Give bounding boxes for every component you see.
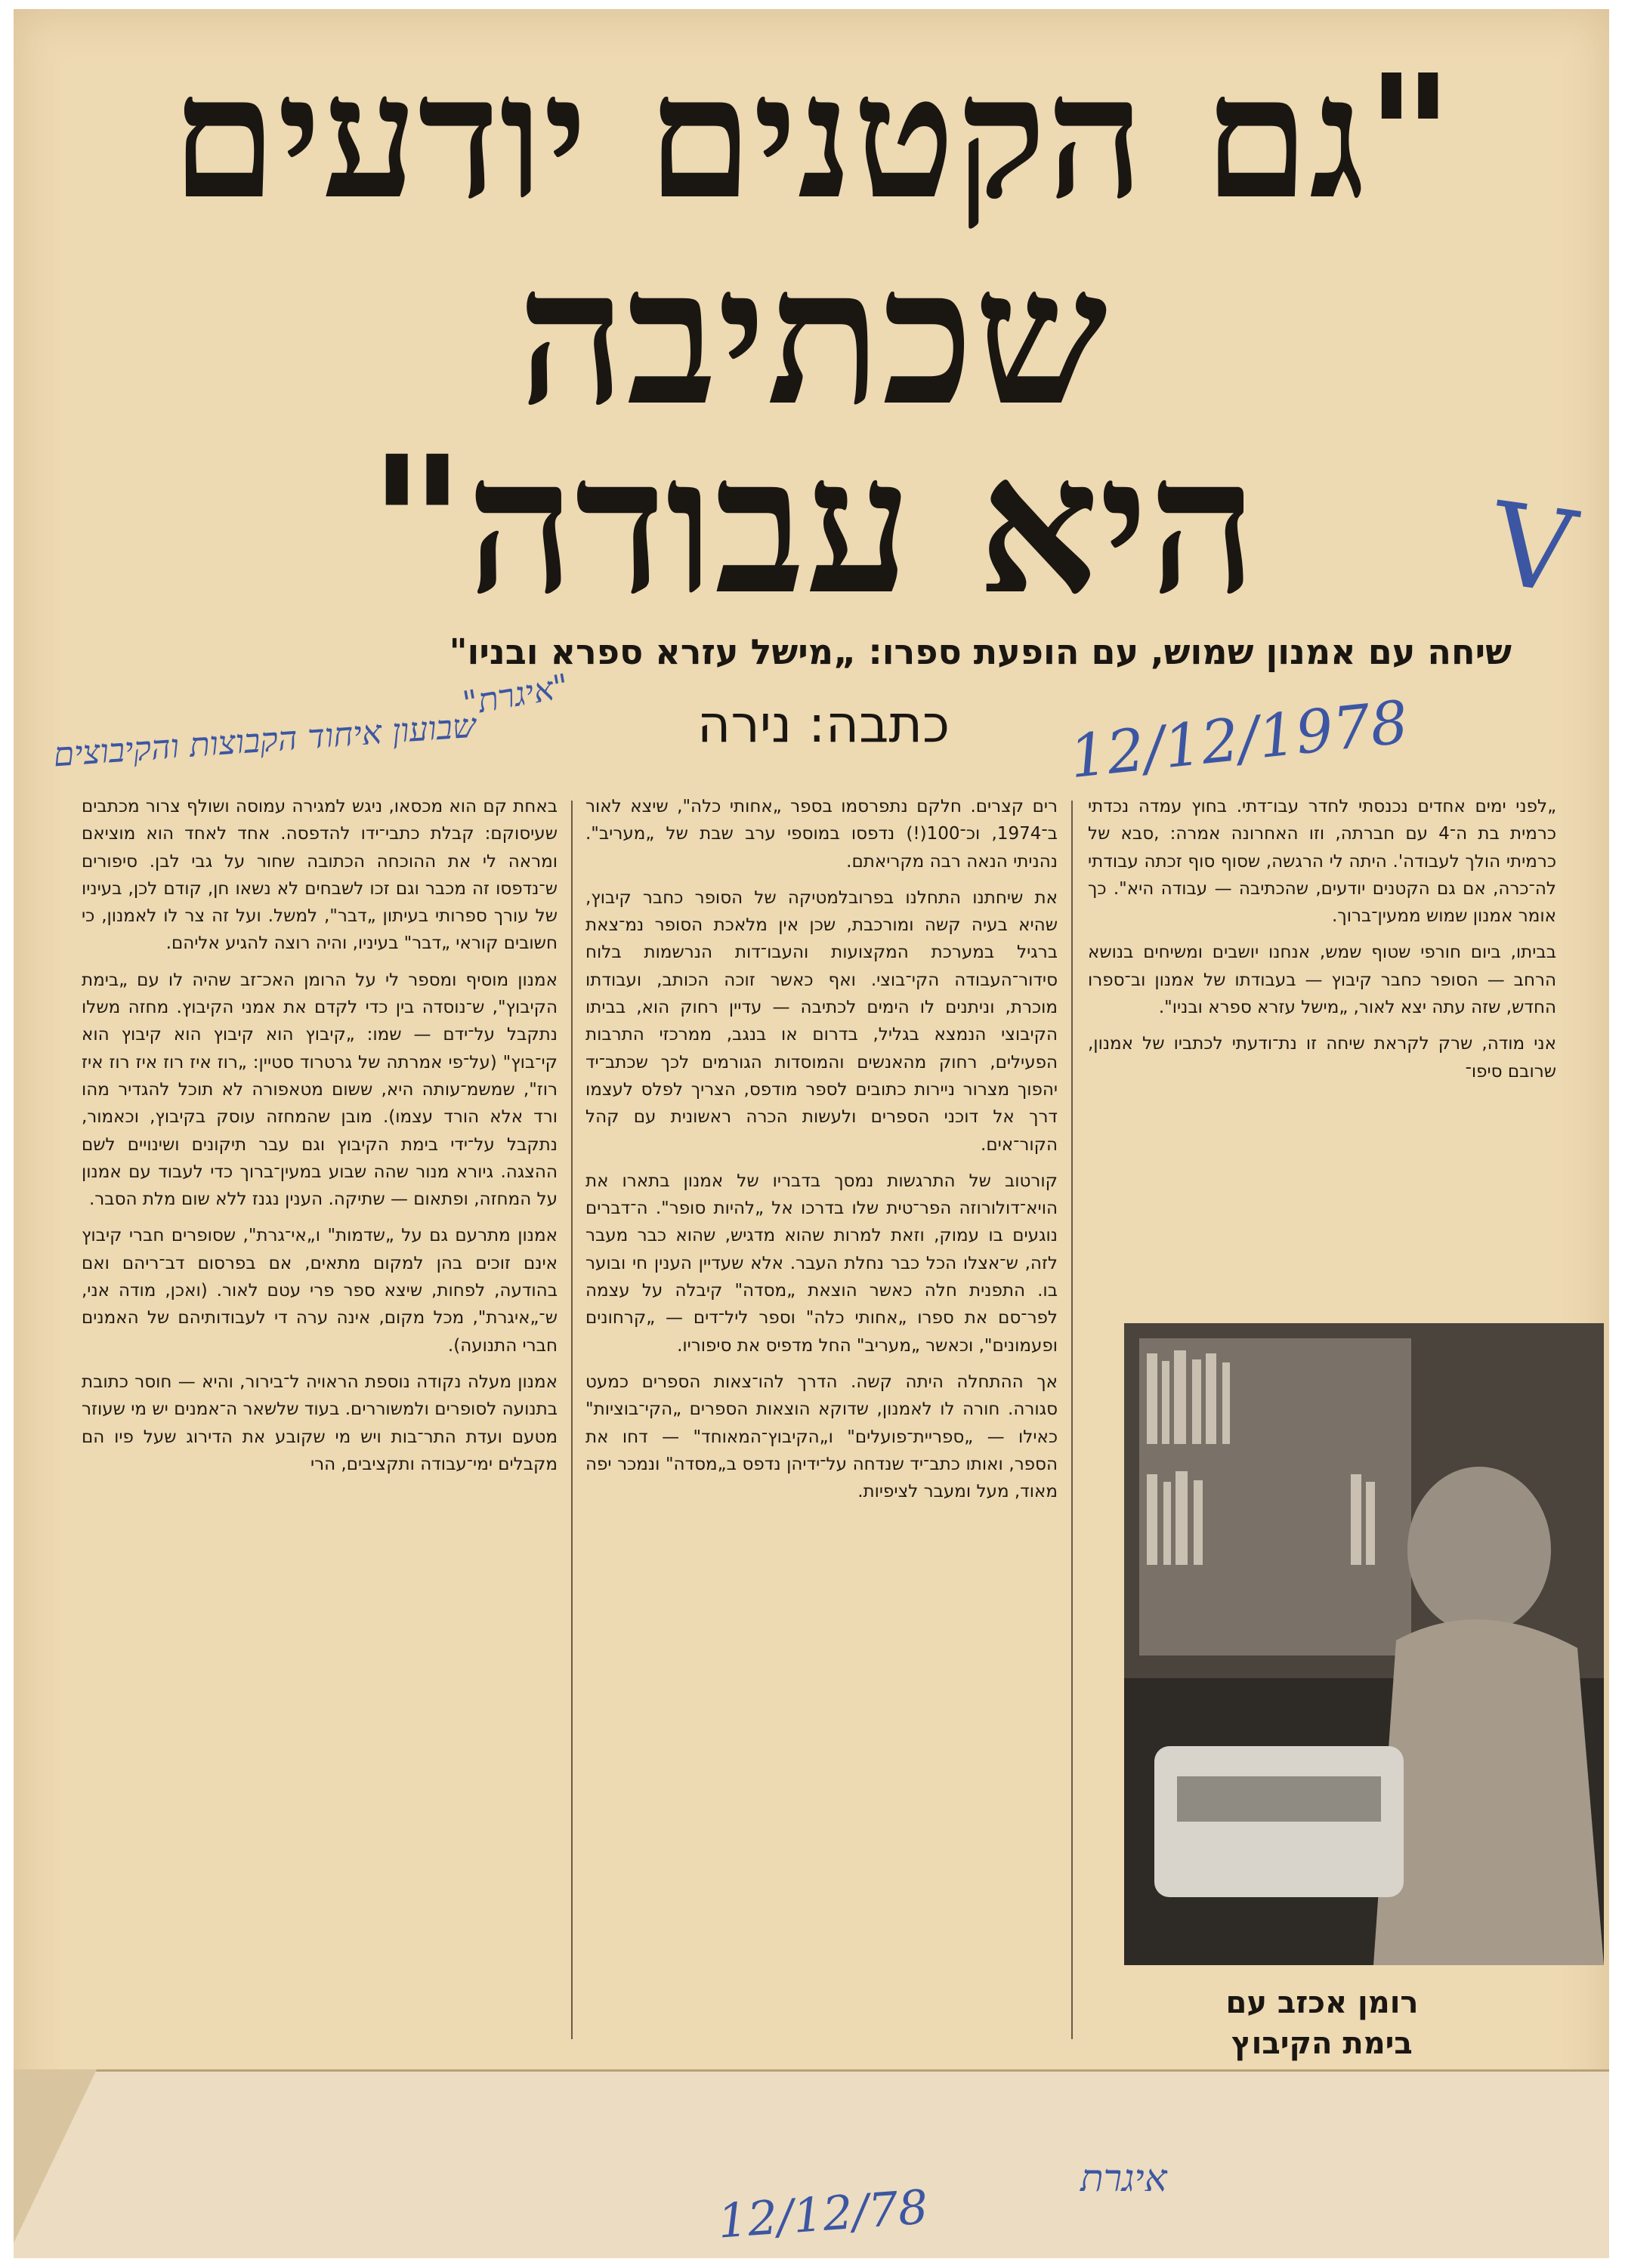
paragraph: אמנון מעלה נקודה נוספת הראויה ל־בירור, והיא — חוסר כתובת בתנועה לסופרים ולמשוררים. בעוד שלשאר ה־אמנים יש מי שעוזר מטעם ועדת התר־בות ויש מי שקובע את הדירוג שעל פיו הם מקבלים ימי־עבודה ותקציבים, הרי: [82, 1372, 558, 1474]
handwritten-newspaper-note: שבועון איחוד הקבוצות והקיבוצים: [51, 706, 477, 775]
paragraph: באחת קם הוא מכסאו, ניגש למגירה עמוסה ושולף צרור מכתבים שעיסוקם: קבלת כתבי־ידו להדפסה. אחד לאחד הוא מוציאם ומראה לי את ההוכחה הכתובה שחור על גבי לבן. סיפורים ש־נדפסו זה מכבר וגם זכו לשבחים לא נשאו חן, קודם לכן, בעיניו של עורך ספרותי בעיתון „דבר", למשל. ועל זה צר לו לאמנון, כי חשובים קוראי „דבר" בעיניו, והיה רוצה להגיע אליהם.: [82, 797, 558, 954]
headline-line-3: היא עבודה": [367, 414, 1258, 636]
caption-line-2: בימת הקיבוץ: [1231, 2026, 1413, 2061]
paragraph: אני מודה, שרק לקראת שיחה זו נת־ודעתי לכתביו של אמנון, שרובם סיפו־: [1088, 1034, 1556, 1082]
column-rule: [571, 801, 573, 2039]
headline-line-2: שכתיבה: [517, 225, 1108, 447]
paragraph: אמנון מוסיף ומספר לי על הרומן האכ־זב שהיה לו עם „בימת הקיבוץ", ש־נוסדה בין כדי לקדם את אמני הקיבוץ. מחזה משלו נתקבל על־ידם — שמו: „קיבוץ הוא קיבוץ הוא קיבוץ הוא קי־בוץ" (על־פי אמרתה של גרטרוד סטיין: „רוז איז רוז איז רוז איז רוז", שמשמ־עותה היא, ששום מטאפורה לא תוכל להגדיר מהו ורד אלא הורד עצמו). מובן שהמחזה עוסק בקיבוץ, וכאמור, נתקבל על־ידי בימת הקיבוץ וגם עבר תיקונים ושינויים לשם ההצגה. גיורא מנור שהה שבוע במעין־ברוך כדי לעבוד עם אמנון על המחזה, ופתאום — שתיקה. הענין נגנז ללא שום מלת הסבר.: [82, 970, 558, 1210]
paragraph: קורטוב של התרגשות נמסך בדבריו של אמנון בתארו את הויא־דולורוזה הפר־טית שלו בדרכו אל „להיות סופר". ה־דברים נוגעים בו עמוק, וזאת למרות שהוא מדגיש, שהוא כבר מעבר לזה, ש־אצלו הכל כבר נחלת העבר. אלא שעדיין הענין חי ובוער בו. התפנית חלה כאשר הוצאת „מסדה" קיבלה על עצמה לפר־סם את ספרו „אחותי כלה" וספר ליל־דים — „קרחונים ופעמונים", וכאשר „מעריב" החל מדפיס את סיפוריו.: [585, 1171, 1058, 1356]
article-byline: כתבה: נירה: [697, 695, 950, 754]
torn-corner: [14, 2069, 97, 2243]
author-at-typewriter-image: [1124, 1323, 1604, 1965]
paragraph: אך ההתחלה היתה קשה. הדרך להו־צאות הספרים כמעט סגורה. חורה לו לאמנון, שדוקא הוצאות הספרים „הקי־בוציות" כאילו — „ספריית־פועלים" ו„הקיבוץ־המאוחד" — דחו את הספר, ואותו כתב־יד שנדחה על־ידיהן נדפס ב„מסדה" ונמכר יפה מאוד, מעל ומעבר לציפיות.: [585, 1372, 1058, 1502]
photo-caption: [1133, 1983, 1511, 2064]
author-photo: [1124, 1323, 1604, 1965]
article-column-3: [82, 793, 558, 1487]
handwritten-check-mark: V: [1483, 478, 1583, 620]
column-rule: [1071, 801, 1073, 2039]
paragraph: „לפני ימים אחדים נכנסתי לחדר עבו־דתי. בחוץ עמדה נכדתי כרמית בת ה־4 עם חברתה, וזו האחרונה אמרה: ,סבא של כרמיתי הולך לעבודה'. היתה לי הרגשה, שסוף סוף זכתה עבודתי לה־כרה, אם גם הקטנים יודעים, שהכתיבה — עבודה היא". כך אומר אמנון שמוש ממעין־ברוך.: [1088, 797, 1556, 927]
paragraph: בביתו, ביום חורפי שטוף שמש, אנחנו יושבים ומשיחים בנושא הרחב — הסופר כחבר קיבוץ — בעבודתו של אמנון וב־ספרו החדש, שזה עתה יצא לאור, „מישל עזרא ספרא ובניו".: [1088, 943, 1556, 1018]
article-column-1: [1088, 793, 1556, 1094]
paragraph: את שיחתנו התחלנו בפרובלמטיקה של הסופר כחבר קיבוץ, שהיא בעיה קשה ומורכבת, שכן אין מלאכת הסופר נמ־צאת ברגיל במערכת המקצועות והעבו־דות הנרשמות בלוח סידור־העבודה הקי־בוצי. ואף כאשר זוכה הכותב, ועבודתו מוכרת, וניתנים לו הימים לכתיבה — עדיין רחוק הוא, בביתו הקיבוצי הנמצא בגליל, בדרום או בנגב, ממרכזי התרבות הפעילים, רחוק מהאנשים והמוסדות הגורמים לכך שכתב־יד יהפוך מצרור ניירות כתובים לספר מודפס, הצריך לפלס לעצמו דרך אל דוכני הספרים ולעשות הכרה ראשונית עם קהל הקור־אים.: [585, 887, 1058, 1155]
paragraph: אמנון מתרעם גם על „שדמות" ו„אי־גרת", שסופרים חברי קיבוץ אינם זוכים בהן למקום מתאים, אם בפרסום דב־ריהם ואם בהודעה, לפחות, שיצא ספר פרי עטם לאור. (ואכן, מודה אני, ש־„איגרת", מכל מקום, אינה ערה די לעבודותיהם של האמנים חברי התנועה).: [82, 1226, 558, 1356]
handwritten-bottom-date: 12/12/78: [715, 2179, 930, 2249]
paragraph: רים קצרים. חלקם נתפרסמו בספר „אחותי כלה", שיצא לאור ב־1974, וכ־100(!) נדפסו במוספי ערב שבת של „מעריב". נהניתי הנאה רבה מקריאתם.: [585, 797, 1058, 872]
handwritten-newspaper-name: "איגרת": [459, 667, 572, 724]
handwritten-date-top: 12/12/1978: [1066, 688, 1412, 792]
caption-line-1: רומן אכזב עם: [1225, 1986, 1419, 2020]
article-subtitle: שיחה עם אמנון שמוש, עם הופעת ספרו: „מישל עזרא ספרא ובניו": [449, 631, 1512, 672]
handwritten-bottom-name: איגרת: [1080, 2156, 1167, 2200]
headline-line-1: "גם הקטנים יודעים: [171, 38, 1454, 237]
article-column-2: [585, 793, 1058, 1514]
